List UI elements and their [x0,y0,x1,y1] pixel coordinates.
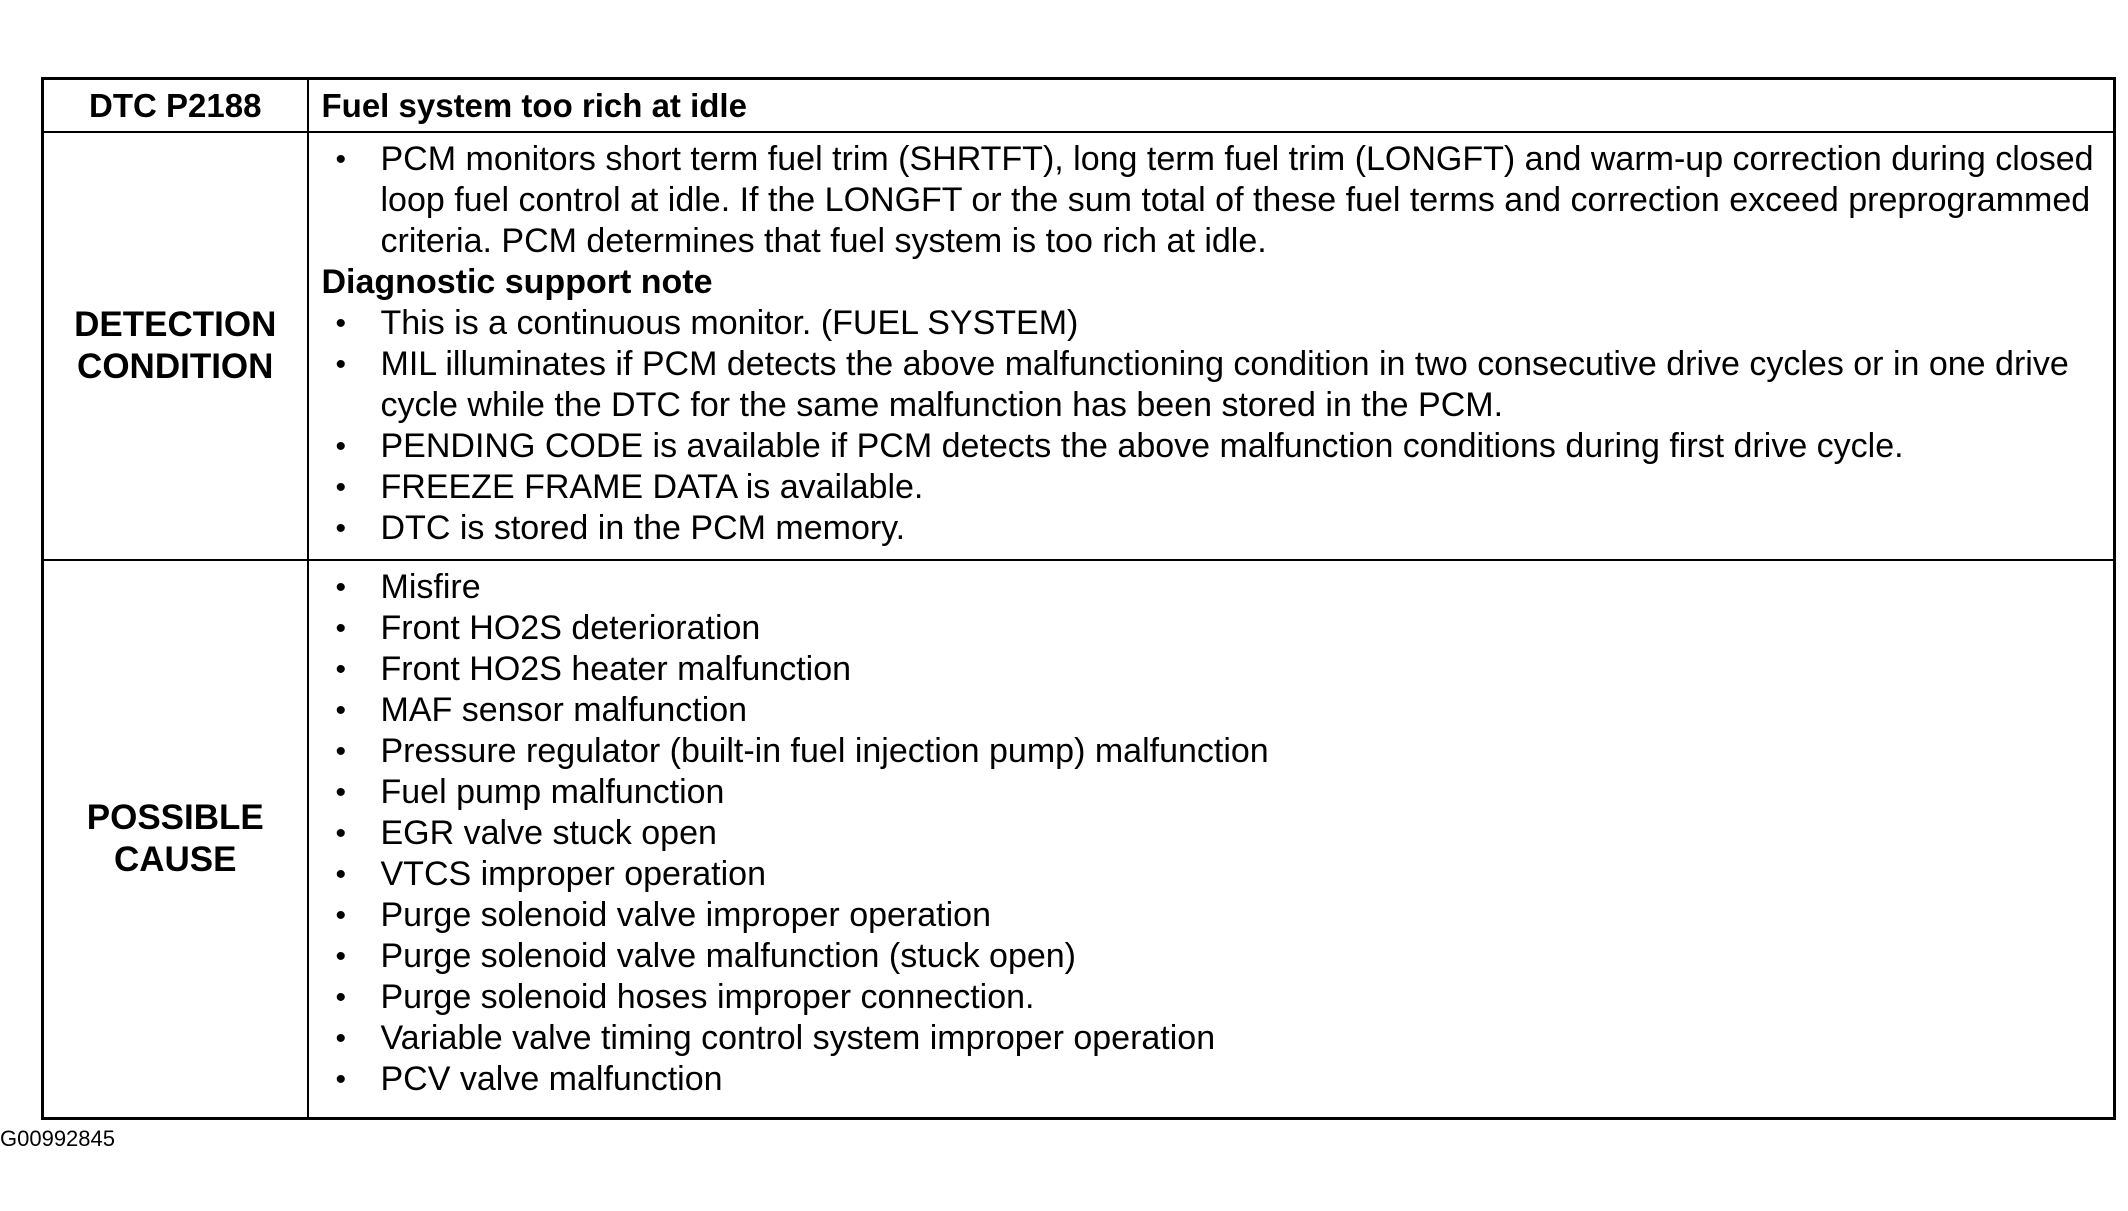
possible-cause-row [43,560,2115,1119]
dtc-code: DTC P2188 [43,79,308,133]
detection-condition-content [308,132,2115,560]
detection-label-line1: DETECTION [74,305,277,344]
dtc-table [41,77,2116,1120]
diagnostic-support-list [322,303,2102,549]
list-item: • FREEZE FRAME DATA is available. [322,467,2102,508]
cause-label-line2: CAUSE [113,840,237,879]
list-item: • Pressure regulator (built-in fuel injection pump) malfunction [322,731,2102,772]
list-item: • Misfire [322,567,2102,608]
dtc-title: Fuel system too rich at idle [308,79,2115,133]
list-item: • This is a continuous monitor. (FUEL SYSTEM) [322,303,2102,344]
list-item: • PENDING CODE is available if PCM detects the above malfunction conditions during first drive cycle. [322,426,2102,467]
list-item: • Front HO2S deterioration [322,608,2102,649]
list-item: • Purge solenoid valve malfunction (stuck open) [322,936,2102,977]
figure-id: G00992845 [0,1126,115,1151]
possible-cause-label [43,560,308,1119]
cause-label-line1: POSSIBLE [86,798,264,837]
possible-cause-list [322,567,2102,1100]
list-item: • MIL illuminates if PCM detects the above malfunctioning condition in two consecutive drive cycles or in one drive cycle while the DTC for the same malfunction has been stored in the PCM. [322,344,2102,426]
possible-cause-content [308,560,2115,1119]
list-item: • Variable valve timing control system improper operation [322,1018,2102,1059]
detection-label-line2: CONDITION [77,347,274,386]
detection-intro-list [322,139,2102,262]
list-item: • Purge solenoid hoses improper connection. [322,977,2102,1018]
list-item: • DTC is stored in the PCM memory. [322,508,2102,549]
list-item: • MAF sensor malfunction [322,690,2102,731]
list-item: • EGR valve stuck open [322,813,2102,854]
list-item: • PCV valve malfunction [322,1059,2102,1100]
list-item: • VTCS improper operation [322,854,2102,895]
table-header-row [43,79,2115,133]
detection-condition-row [43,132,2115,560]
list-item: • Purge solenoid valve improper operation [322,895,2102,936]
list-item: • PCM monitors short term fuel trim (SHRTFT), long term fuel trim (LONGFT) and warm-up correction during closed loop fuel control at idle. If the LONGFT or the sum total of these fuel terms and correction exceed preprogrammed criteria. PCM determines that fuel system is too rich at idle. [322,139,2102,262]
diagnostic-support-heading: Diagnostic support note [321,263,713,301]
list-item: • Fuel pump malfunction [322,772,2102,813]
list-item: • Front HO2S heater malfunction [322,649,2102,690]
detection-condition-label [43,132,308,560]
